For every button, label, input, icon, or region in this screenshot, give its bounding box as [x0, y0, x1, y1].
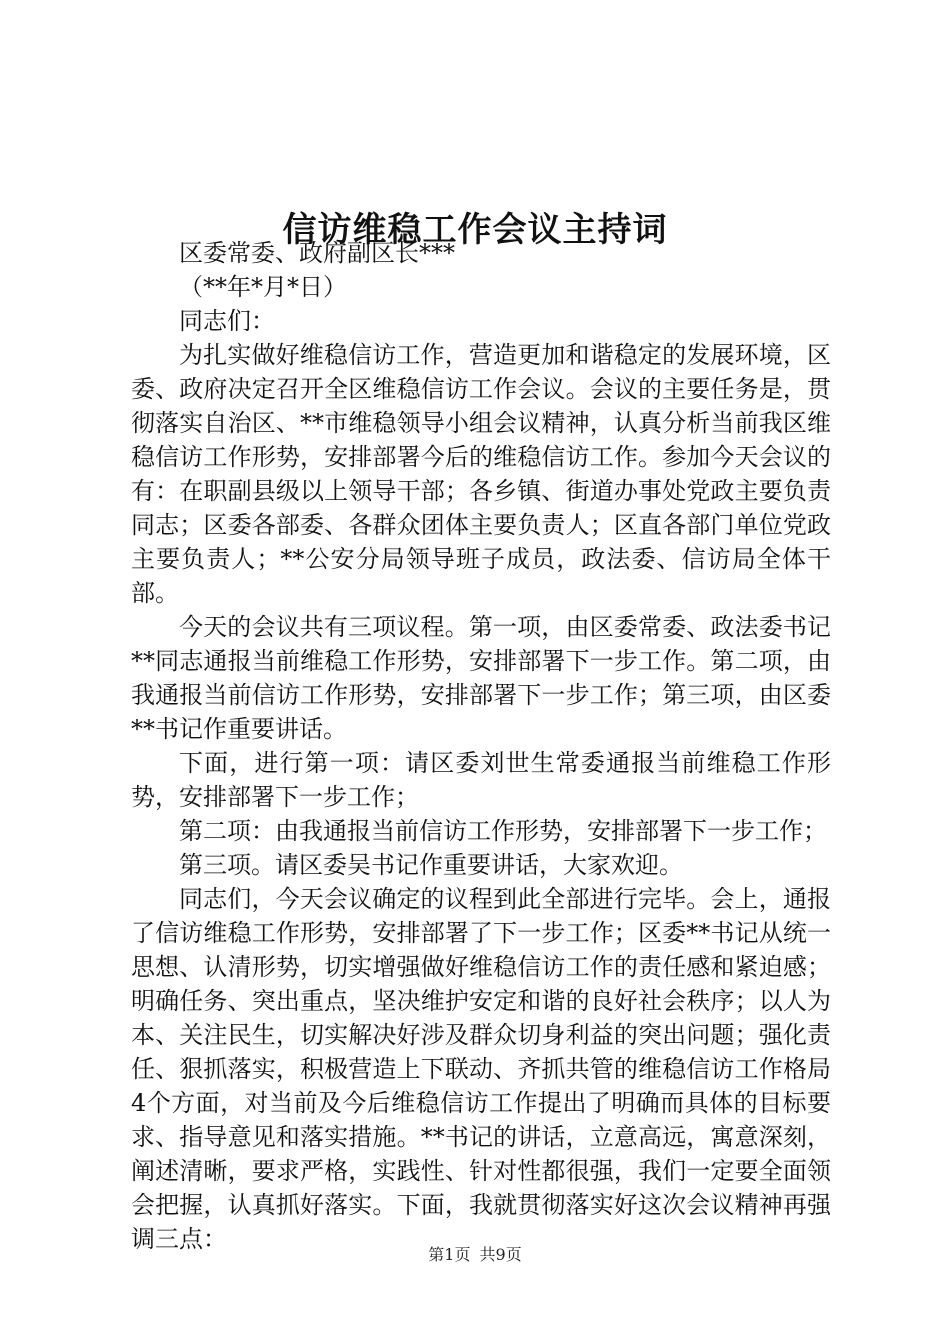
page-number: 第1页 — [428, 1245, 471, 1264]
page-footer — [0, 1242, 950, 1265]
paragraph: 今天的会议共有三项议程。第一项，由区委常委、政法委书记**同志通报当前维稳工作形势，安排部署下一步工作。第二项，由我通报当前信访工作形势，安排部署下一步工作；第三项，由区委**书记作重要讲话。 — [131, 613, 831, 743]
salutation: 同志们： — [179, 307, 275, 335]
document-body — [131, 236, 831, 1256]
document-title: 信访维稳工作会议主持词 — [282, 209, 668, 250]
page-total: 共9页 — [479, 1245, 522, 1264]
author-line: 区委常委、政府副区长*** — [179, 239, 455, 267]
paragraph: 第三项。请区委吴书记作重要讲话，大家欢迎。 — [179, 851, 683, 879]
date-line: （**年*月*日） — [179, 273, 347, 301]
paragraph: 为扎实做好维稳信访工作，营造更加和谐稳定的发展环境，区委、政府决定召开全区维稳信访工作会议。会议的主要任务是，贯彻落实自治区、**市维稳领导小组会议精神，认真分析当前我区维稳信访工作形势，安排部署今后的维稳信访工作。参加今天会议的有：在职副县级以上领导干部；各乡镇、街道办事处党政主要负责同志；区委各部委、各群众团体主要负责人；区直各部门单位党政主要负责人；**公安分局领导班子成员，政法委、信访局全体干部。 — [131, 341, 831, 607]
paragraph: 同志们，今天会议确定的议程到此全部进行完毕。会上，通报了信访维稳工作形势，安排部署了下一步工作；区委**书记从统一思想、认清形势，切实增强做好维稳信访工作的责任感和紧迫感；明确任务、突出重点，坚决维护安定和谐的良好社会秩序；以人为本、关注民生，切实解决好涉及群众切身利益的突出问题；强化责任、狠抓落实，积极营造上下联动、齐抓共管的维稳信访工作格局4个方面，对当前及今后维稳信访工作提出了明确而具体的目标要求、指导意见和落实措施。**书记的讲话，立意高远，寓意深刻，阐述清晰，要求严格，实践性、针对性都很强，我们一定要全面领会把握，认真抓好落实。下面，我就贯彻落实好这次会议精神再强调三点： — [131, 885, 831, 1253]
paragraph: 第二项：由我通报当前信访工作形势，安排部署下一步工作； — [179, 817, 827, 845]
paragraph: 下面，进行第一项：请区委刘世生常委通报当前维稳工作形势，安排部署下一步工作； — [131, 749, 831, 811]
